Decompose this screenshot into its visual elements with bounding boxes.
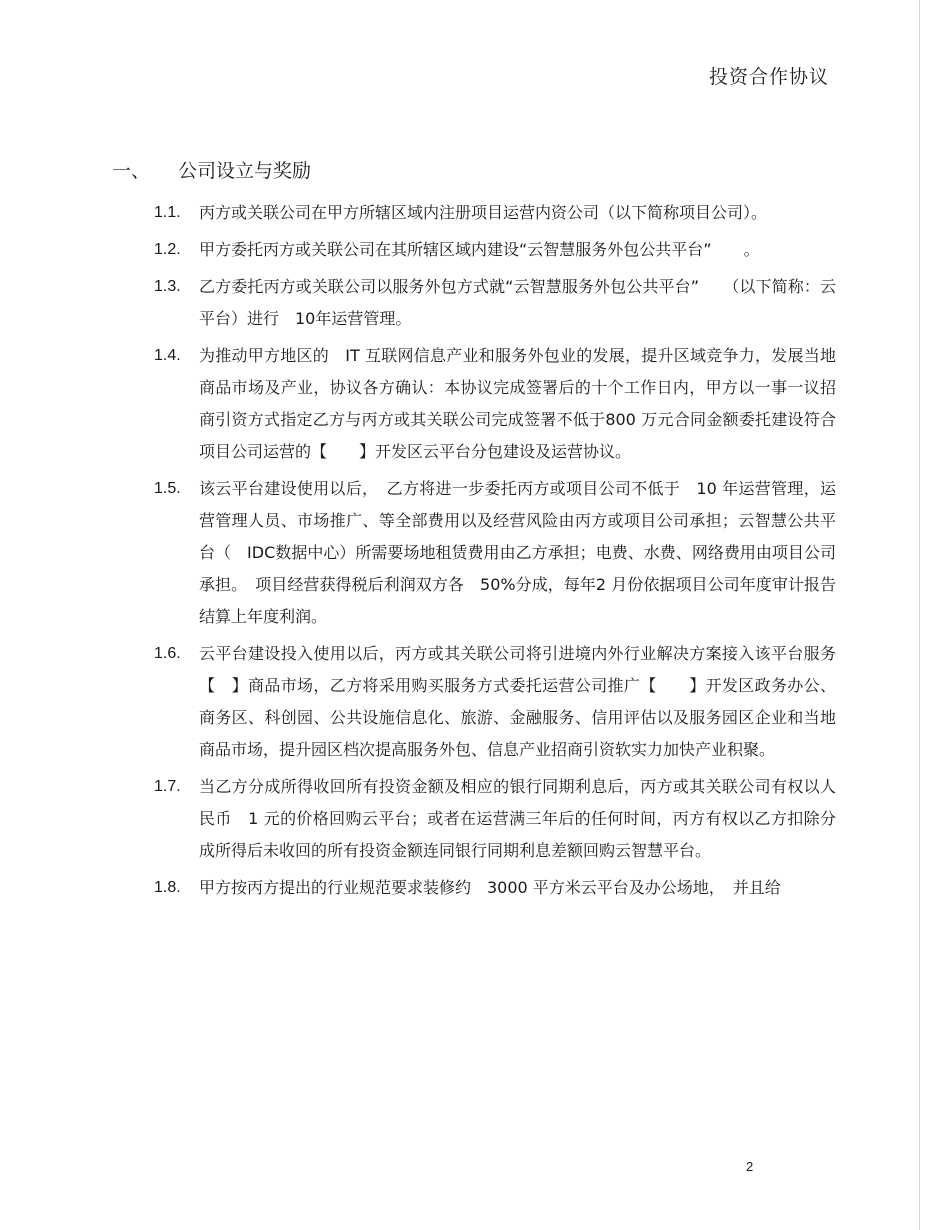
clause-1-7 xyxy=(154,771,836,867)
clause-1-3 xyxy=(154,271,836,335)
clause-number: 1.5. xyxy=(154,480,181,497)
clause-text: 云平台建设投入使用以后，丙方或其关联公司将引进境内外行业解决方案接入该平台服务【 】商品市场，乙方将采用购买服务方式委托运营公司推广【 】开发区政务办公、商务区、科创园、公共设施信息化、旅游、金融服务、信用评估以及服务园区企业和当地商品市场，提升园区档次提高服务外包、信息产业招商引资软实力加快产业积聚。 xyxy=(199,644,836,759)
clause-number: 1.1. xyxy=(154,204,181,221)
page-edge-divider xyxy=(919,0,920,1230)
clause-1-1 xyxy=(154,197,836,229)
clause-number: 1.8. xyxy=(154,879,181,896)
clause-text: 乙方委托丙方或关联公司以服务外包方式就“云智慧服务外包公共平台” （以下简称：云平台）进行 10年运营管理。 xyxy=(199,277,836,328)
section-number: 一、 xyxy=(112,160,151,182)
clause-text: 该云平台建设使用以后， 乙方将进一步委托丙方或项目公司不低于 10 年运营管理，运营管理人员、市场推广、等全部费用以及经营风险由丙方或项目公司承担；云智慧公共平台（ IDC数据中心）所需要场地租赁费用由乙方承担；电费、水费、网络费用由项目公司承担。 项目经营获得税后利润双方各 50%分成，每年2 月份依据项目公司年度审计报告结算上年度利润。 xyxy=(199,479,836,626)
clause-number: 1.2. xyxy=(154,241,181,258)
clause-1-2 xyxy=(154,234,836,266)
document-title: 投资合作协议 xyxy=(708,66,829,88)
clause-1-5 xyxy=(154,473,836,633)
section-heading xyxy=(112,156,311,183)
clause-number: 1.4. xyxy=(154,347,181,364)
clause-1-6 xyxy=(154,638,836,766)
clause-text: 当乙方分成所得收回所有投资金额及相应的银行同期利息后，丙方或其关联公司有权以人民币 1 元的价格回购云平台；或者在运营满三年后的任何时间，丙方有权以乙方扣除分成所得后未收回的所有投资金额连同银行同期利息差额回购云智慧平台。 xyxy=(199,777,836,860)
clause-list xyxy=(154,197,836,909)
clause-number: 1.7. xyxy=(154,778,181,795)
clause-text: 甲方委托丙方或关联公司在其所辖区域内建设“云智慧服务外包公共平台” 。 xyxy=(199,240,760,259)
page-number: 2 xyxy=(746,1159,754,1174)
clause-number: 1.6. xyxy=(154,645,181,662)
clause-1-4 xyxy=(154,340,836,468)
clause-text: 甲方按丙方提出的行业规范要求装修约 3000 平方米云平台及办公场地， 并且给 xyxy=(199,878,781,897)
section-title: 公司设立与奖励 xyxy=(178,160,312,182)
clause-1-8 xyxy=(154,872,836,904)
clause-text: 丙方或关联公司在甲方所辖区域内注册项目运营内资公司（以下简称项目公司）。 xyxy=(199,203,768,222)
clause-number: 1.3. xyxy=(154,278,181,295)
clause-text: 为推动甲方地区的 IT 互联网信息产业和服务外包业的发展，提升区域竞争力，发展当地商品市场及产业，协议各方确认：本协议完成签署后的十个工作日内，甲方以一事一议招商引资方式指定乙方与丙方或其关联公司完成签署不低于800 万元合同金额委托建设符合项目公司运营的【 】开发区云平台分包建设及运营协议。 xyxy=(199,346,836,461)
